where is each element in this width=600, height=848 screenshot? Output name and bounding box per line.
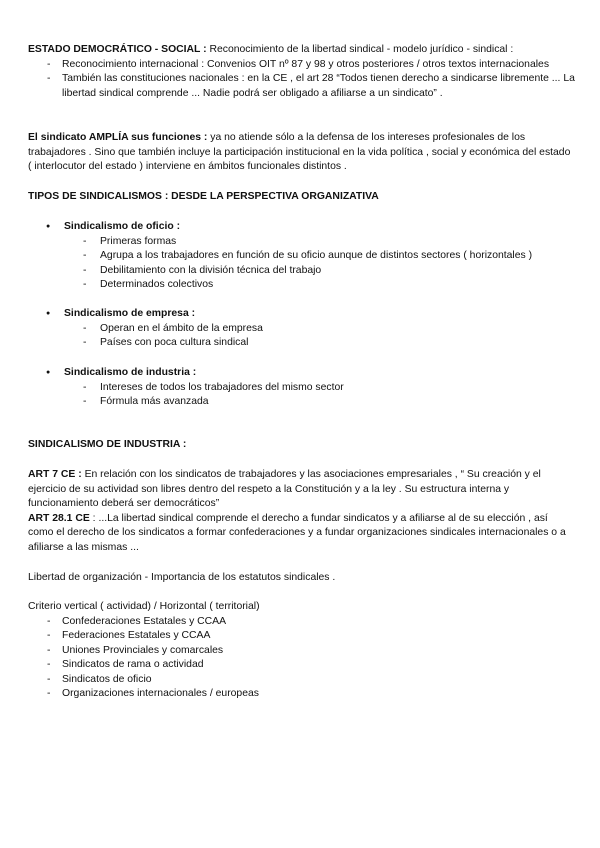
list-item: - Confederaciones Estatales y CCAA xyxy=(28,615,576,630)
list-item: - Primeras formas xyxy=(28,235,576,250)
section-3-title xyxy=(28,190,576,205)
criterio-text: Criterio vertical ( actividad) / Horizontal ( territorial) xyxy=(28,601,260,612)
libertad-text: Libertad de organización - Importancia de los estatutos sindicales . xyxy=(28,572,336,583)
group-title xyxy=(28,220,576,235)
list-item: - También las constituciones nacionales : en la CE , el art 28 “Todos tienen derecho a sindicarse libremente ... La libertad sindical comprende ... Nadie podrá ser obligado a afiliarse a un sindicato” . xyxy=(28,72,576,101)
list-item: - Federaciones Estatales y CCAA xyxy=(28,629,576,644)
list-item: - Sindicatos de rama o actividad xyxy=(28,658,576,673)
list-item: - Países con poca cultura sindical xyxy=(28,336,576,351)
list-item: - Uniones Provinciales y comarcales xyxy=(28,644,576,659)
art-7-text: En relación con los sindicatos de trabajadores y las asociaciones empresariales , “ Su creación y el ejercicio de su actividad son libres dentro del respeto a la Constitución y a la ley . Su estructura interna y funcionamiento deberá ser democráticos” xyxy=(28,469,541,509)
art-7-paragraph xyxy=(28,468,576,512)
list-item: - Reconocimiento internacional : Convenios OIT nº 87 y 98 y otros posteriores / otros textos internacionales xyxy=(28,58,576,73)
list-item: - Sindicatos de oficio xyxy=(28,673,576,688)
group-oficio xyxy=(28,220,576,293)
section-1-heading xyxy=(28,43,576,58)
art-28-paragraph xyxy=(28,512,576,556)
list-item: - Fórmula más avanzada xyxy=(28,395,576,410)
group-title-text: Sindicalismo de oficio : xyxy=(64,221,181,232)
group-list xyxy=(28,322,576,351)
section-1-text: Reconocimiento de la libertad sindical - modelo jurídico - sindical : xyxy=(206,44,514,55)
section-3-title-text: TIPOS DE SINDICALISMOS : DESDE LA PERSPECTIVA ORGANIZATIVA xyxy=(28,191,379,202)
group-title-text: Sindicalismo de empresa : xyxy=(64,308,196,319)
section-industria xyxy=(28,438,576,453)
section-2-paragraph xyxy=(28,131,576,175)
articles-block xyxy=(28,468,576,555)
group-title-text: Sindicalismo de industria : xyxy=(64,367,197,378)
section-2-text: ya no atiende sólo a la defensa de los intereses profesionales de los trabajadores . Sino que también incluye la participación institucional en la vida política , social y económica del estado ( interlocutor del estado ) interviene en ámbitos funcionales distintos . xyxy=(28,132,571,172)
section-4-title xyxy=(28,438,576,453)
list-item: - Operan en el ámbito de la empresa xyxy=(28,322,576,337)
section-1-title: ESTADO DEMOCRÁTICO - SOCIAL : xyxy=(28,44,207,55)
art-28-label: ART 28.1 CE xyxy=(28,512,90,524)
section-funciones xyxy=(28,131,576,175)
list-item: - Organizaciones internacionales / europeas xyxy=(28,687,576,702)
section-4-title-text: SINDICALISMO DE INDUSTRIA : xyxy=(28,439,187,450)
group-title xyxy=(28,307,576,322)
art-28-text: : ...La libertad sindical comprende el derecho a fundar sindicatos y a afiliarse al de su elección , así como el derecho de los sindicatos a formar confederaciones y a fundar organizaciones sindicales internacionales o a afiliarse a las mismas ... xyxy=(28,512,566,553)
list-item: - Debilitamiento con la división técnica del trabajo xyxy=(28,264,576,279)
section-estado-democratico xyxy=(28,43,576,101)
group-list xyxy=(28,381,576,410)
list-item: - Determinados colectivos xyxy=(28,278,576,293)
section-tipos xyxy=(28,190,576,205)
criterio-block xyxy=(28,600,576,702)
section-2-title: El sindicato AMPLÍA sus funciones : xyxy=(28,132,208,143)
section-1-list xyxy=(28,58,576,102)
group-industria xyxy=(28,366,576,410)
group-empresa xyxy=(28,307,576,351)
criterio-list xyxy=(28,615,576,702)
group-title xyxy=(28,366,576,381)
libertad-line xyxy=(28,571,576,586)
art-7-label: ART 7 CE : xyxy=(28,469,82,480)
group-list xyxy=(28,235,576,293)
list-item: - Agrupa a los trabajadores en función de su oficio aunque de distintos sectores ( horizontales ) xyxy=(28,249,576,264)
list-item: - Intereses de todos los trabajadores del mismo sector xyxy=(28,381,576,396)
